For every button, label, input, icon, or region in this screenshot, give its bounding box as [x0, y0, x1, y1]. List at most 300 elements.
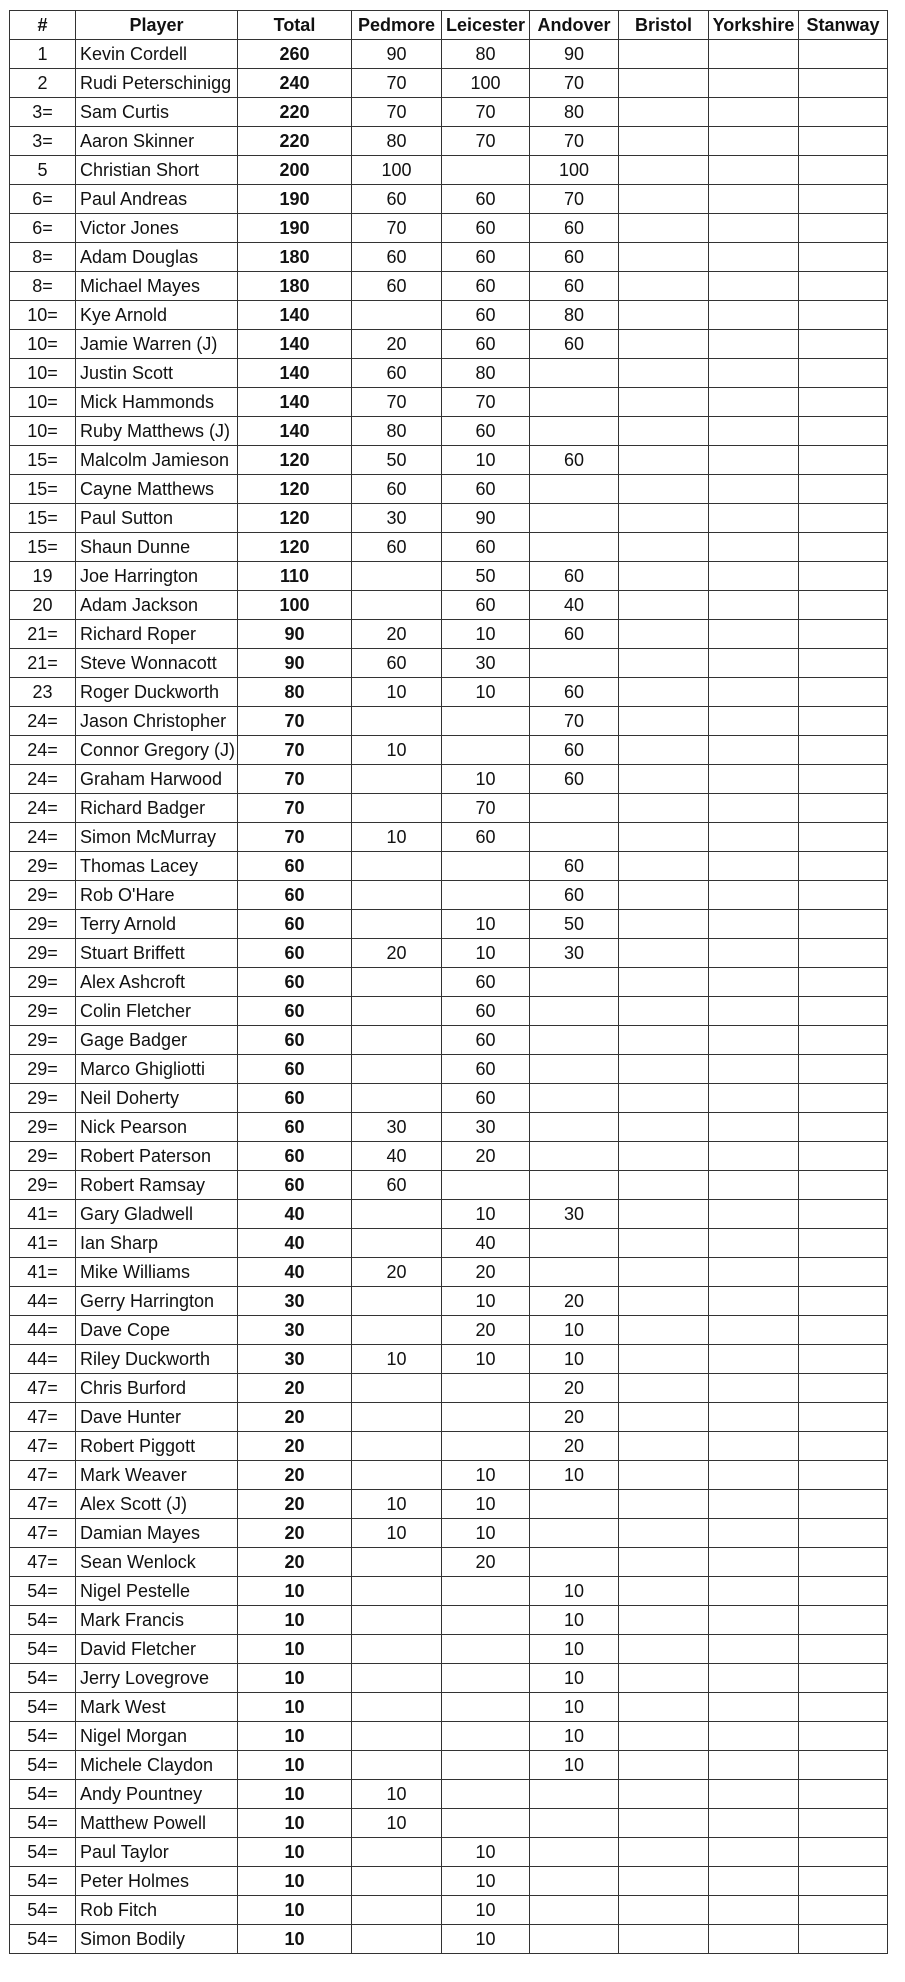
table-row: [10, 98, 888, 127]
player-name-cell: Damian Mayes: [76, 1519, 238, 1548]
stanway-cell: [799, 910, 888, 939]
table-row: [10, 1142, 888, 1171]
total-cell: 180: [238, 272, 352, 301]
total-cell: 20: [238, 1374, 352, 1403]
table-row: [10, 707, 888, 736]
rank-cell: 21=: [10, 620, 76, 649]
bristol-cell: [619, 185, 709, 214]
total-cell: 60: [238, 852, 352, 881]
rank-cell: 54=: [10, 1635, 76, 1664]
table-row: [10, 1867, 888, 1896]
total-cell: 140: [238, 330, 352, 359]
table-row: [10, 1055, 888, 1084]
table-row: [10, 1693, 888, 1722]
andover-cell: 90: [530, 40, 619, 69]
stanway-cell: [799, 852, 888, 881]
andover-cell: [530, 1838, 619, 1867]
yorkshire-cell: [709, 185, 799, 214]
pedmore-cell: [352, 968, 442, 997]
pedmore-cell: [352, 1055, 442, 1084]
bristol-cell: [619, 272, 709, 301]
pedmore-cell: 100: [352, 156, 442, 185]
pedmore-cell: 60: [352, 1171, 442, 1200]
bristol-cell: [619, 1751, 709, 1780]
bristol-cell: [619, 69, 709, 98]
player-name-cell: Gage Badger: [76, 1026, 238, 1055]
andover-cell: 20: [530, 1403, 619, 1432]
pedmore-cell: 90: [352, 40, 442, 69]
total-cell: 140: [238, 301, 352, 330]
rank-cell: 29=: [10, 939, 76, 968]
leicester-cell: 60: [442, 214, 530, 243]
leicester-cell: 10: [442, 1519, 530, 1548]
andover-cell: [530, 1780, 619, 1809]
rank-cell: 29=: [10, 1171, 76, 1200]
rank-cell: 44=: [10, 1287, 76, 1316]
total-cell: 60: [238, 939, 352, 968]
andover-cell: [530, 968, 619, 997]
yorkshire-cell: [709, 1925, 799, 1954]
leicester-cell: 20: [442, 1316, 530, 1345]
yorkshire-cell: [709, 794, 799, 823]
player-name-cell: Alex Ashcroft: [76, 968, 238, 997]
rank-cell: 6=: [10, 214, 76, 243]
stanway-cell: [799, 1171, 888, 1200]
yorkshire-cell: [709, 765, 799, 794]
leicester-cell: 10: [442, 1867, 530, 1896]
rank-cell: 47=: [10, 1519, 76, 1548]
yorkshire-cell: [709, 1780, 799, 1809]
bristol-cell: [619, 1403, 709, 1432]
table-row: [10, 1751, 888, 1780]
stanway-cell: [799, 1432, 888, 1461]
total-cell: 90: [238, 620, 352, 649]
yorkshire-cell: [709, 417, 799, 446]
stanway-cell: [799, 1896, 888, 1925]
bristol-cell: [619, 243, 709, 272]
andover-cell: 10: [530, 1635, 619, 1664]
player-name-cell: Michael Mayes: [76, 272, 238, 301]
rank-cell: 29=: [10, 881, 76, 910]
player-name-cell: Richard Badger: [76, 794, 238, 823]
stanway-cell: [799, 69, 888, 98]
pedmore-cell: [352, 1374, 442, 1403]
bristol-cell: [619, 1345, 709, 1374]
bristol-cell: [619, 1229, 709, 1258]
yorkshire-cell: [709, 504, 799, 533]
andover-cell: 10: [530, 1722, 619, 1751]
table-row: [10, 475, 888, 504]
stanway-cell: [799, 1722, 888, 1751]
stanway-cell: [799, 968, 888, 997]
pedmore-cell: 10: [352, 736, 442, 765]
leicester-cell: [442, 1664, 530, 1693]
andover-cell: 10: [530, 1461, 619, 1490]
leicester-cell: [442, 156, 530, 185]
player-name-cell: Robert Ramsay: [76, 1171, 238, 1200]
pedmore-cell: [352, 1316, 442, 1345]
leicester-cell: 10: [442, 1200, 530, 1229]
andover-cell: [530, 417, 619, 446]
rank-cell: 3=: [10, 127, 76, 156]
stanway-cell: [799, 1867, 888, 1896]
player-name-cell: Sean Wenlock: [76, 1548, 238, 1577]
total-cell: 60: [238, 1026, 352, 1055]
andover-cell: [530, 1026, 619, 1055]
rank-cell: 29=: [10, 910, 76, 939]
andover-cell: [530, 475, 619, 504]
rank-cell: 41=: [10, 1229, 76, 1258]
rank-cell: 8=: [10, 243, 76, 272]
player-name-cell: Mark West: [76, 1693, 238, 1722]
yorkshire-cell: [709, 1548, 799, 1577]
yorkshire-cell: [709, 1461, 799, 1490]
pedmore-cell: 60: [352, 533, 442, 562]
andover-cell: [530, 1896, 619, 1925]
table-row: [10, 1809, 888, 1838]
table-row: [10, 1229, 888, 1258]
andover-cell: [530, 794, 619, 823]
table-row: [10, 1113, 888, 1142]
leicester-cell: 60: [442, 301, 530, 330]
pedmore-cell: [352, 1896, 442, 1925]
player-name-cell: Victor Jones: [76, 214, 238, 243]
yorkshire-cell: [709, 736, 799, 765]
bristol-cell: [619, 620, 709, 649]
leicester-cell: 60: [442, 1055, 530, 1084]
table-row: [10, 1403, 888, 1432]
stanway-cell: [799, 475, 888, 504]
total-cell: 100: [238, 591, 352, 620]
pedmore-cell: [352, 1084, 442, 1113]
table-row: [10, 1664, 888, 1693]
bristol-cell: [619, 649, 709, 678]
bristol-cell: [619, 1461, 709, 1490]
yorkshire-cell: [709, 1606, 799, 1635]
leicester-cell: 90: [442, 504, 530, 533]
leicester-cell: 20: [442, 1142, 530, 1171]
pedmore-cell: 60: [352, 359, 442, 388]
table-row: [10, 1548, 888, 1577]
table-row: [10, 765, 888, 794]
player-name-cell: Robert Piggott: [76, 1432, 238, 1461]
column-header-leicester: Leicester: [442, 11, 530, 40]
andover-cell: 30: [530, 1200, 619, 1229]
total-cell: 10: [238, 1664, 352, 1693]
table-row: [10, 40, 888, 69]
player-name-cell: Simon McMurray: [76, 823, 238, 852]
player-name-cell: Paul Sutton: [76, 504, 238, 533]
table-row: [10, 736, 888, 765]
yorkshire-cell: [709, 1838, 799, 1867]
player-name-cell: Robert Paterson: [76, 1142, 238, 1171]
total-cell: 180: [238, 243, 352, 272]
table-row: [10, 127, 888, 156]
stanway-cell: [799, 127, 888, 156]
rank-cell: 29=: [10, 1142, 76, 1171]
andover-cell: [530, 1258, 619, 1287]
player-name-cell: Matthew Powell: [76, 1809, 238, 1838]
bristol-cell: [619, 881, 709, 910]
pedmore-cell: 70: [352, 98, 442, 127]
leicester-cell: [442, 1577, 530, 1606]
pedmore-cell: [352, 1577, 442, 1606]
leicester-cell: 80: [442, 40, 530, 69]
rank-cell: 54=: [10, 1606, 76, 1635]
leicester-cell: [442, 1693, 530, 1722]
rank-cell: 23: [10, 678, 76, 707]
yorkshire-cell: [709, 1258, 799, 1287]
pedmore-cell: [352, 1229, 442, 1258]
yorkshire-cell: [709, 533, 799, 562]
stanway-cell: [799, 1577, 888, 1606]
leicester-cell: 10: [442, 939, 530, 968]
player-name-cell: Rob O'Hare: [76, 881, 238, 910]
rank-cell: 29=: [10, 1055, 76, 1084]
rank-cell: 29=: [10, 1084, 76, 1113]
total-cell: 20: [238, 1432, 352, 1461]
leicester-cell: 50: [442, 562, 530, 591]
total-cell: 60: [238, 1055, 352, 1084]
table-row: [10, 359, 888, 388]
pedmore-cell: [352, 591, 442, 620]
rank-cell: 44=: [10, 1345, 76, 1374]
leicester-cell: 60: [442, 272, 530, 301]
table-row: [10, 388, 888, 417]
bristol-cell: [619, 1896, 709, 1925]
yorkshire-cell: [709, 1374, 799, 1403]
pedmore-cell: 60: [352, 649, 442, 678]
player-name-cell: Peter Holmes: [76, 1867, 238, 1896]
stanway-cell: [799, 1345, 888, 1374]
total-cell: 60: [238, 968, 352, 997]
stanway-cell: [799, 591, 888, 620]
rank-cell: 1: [10, 40, 76, 69]
pedmore-cell: 10: [352, 1490, 442, 1519]
andover-cell: 70: [530, 707, 619, 736]
pedmore-cell: 20: [352, 939, 442, 968]
andover-cell: 70: [530, 127, 619, 156]
andover-cell: 60: [530, 446, 619, 475]
total-cell: 90: [238, 649, 352, 678]
player-name-cell: Terry Arnold: [76, 910, 238, 939]
stanway-cell: [799, 1838, 888, 1867]
yorkshire-cell: [709, 1403, 799, 1432]
leicester-cell: [442, 1635, 530, 1664]
yorkshire-cell: [709, 1722, 799, 1751]
table-row: [10, 301, 888, 330]
andover-cell: 10: [530, 1751, 619, 1780]
leicester-cell: 70: [442, 388, 530, 417]
leicester-cell: 60: [442, 185, 530, 214]
yorkshire-cell: [709, 1867, 799, 1896]
total-cell: 10: [238, 1867, 352, 1896]
bristol-cell: [619, 1374, 709, 1403]
leicester-cell: 60: [442, 243, 530, 272]
andover-cell: [530, 1142, 619, 1171]
table-row: [10, 1287, 888, 1316]
player-name-cell: Roger Duckworth: [76, 678, 238, 707]
andover-cell: 40: [530, 591, 619, 620]
bristol-cell: [619, 156, 709, 185]
player-name-cell: Michele Claydon: [76, 1751, 238, 1780]
stanway-cell: [799, 1664, 888, 1693]
player-name-cell: Stuart Briffett: [76, 939, 238, 968]
total-cell: 190: [238, 214, 352, 243]
total-cell: 60: [238, 997, 352, 1026]
player-name-cell: Simon Bodily: [76, 1925, 238, 1954]
andover-cell: 70: [530, 69, 619, 98]
bristol-cell: [619, 1867, 709, 1896]
leicester-cell: 10: [442, 1345, 530, 1374]
pedmore-cell: [352, 997, 442, 1026]
total-cell: 30: [238, 1345, 352, 1374]
table-row: [10, 1780, 888, 1809]
yorkshire-cell: [709, 69, 799, 98]
stanway-cell: [799, 939, 888, 968]
player-name-cell: Malcolm Jamieson: [76, 446, 238, 475]
stanway-cell: [799, 1229, 888, 1258]
yorkshire-cell: [709, 678, 799, 707]
stanway-cell: [799, 243, 888, 272]
andover-cell: [530, 533, 619, 562]
total-cell: 70: [238, 794, 352, 823]
rank-cell: 54=: [10, 1809, 76, 1838]
total-cell: 120: [238, 533, 352, 562]
player-name-cell: Marco Ghigliotti: [76, 1055, 238, 1084]
yorkshire-cell: [709, 1751, 799, 1780]
leicester-cell: 70: [442, 127, 530, 156]
player-name-cell: Andy Pountney: [76, 1780, 238, 1809]
andover-cell: [530, 1055, 619, 1084]
leicester-cell: 60: [442, 968, 530, 997]
table-row: [10, 1258, 888, 1287]
andover-cell: 70: [530, 185, 619, 214]
table-row: [10, 1171, 888, 1200]
pedmore-cell: 10: [352, 1345, 442, 1374]
pedmore-cell: 80: [352, 417, 442, 446]
rank-cell: 29=: [10, 997, 76, 1026]
leicester-cell: 10: [442, 1490, 530, 1519]
yorkshire-cell: [709, 649, 799, 678]
column-header-rank: #: [10, 11, 76, 40]
total-cell: 260: [238, 40, 352, 69]
pedmore-cell: [352, 562, 442, 591]
rank-cell: 54=: [10, 1751, 76, 1780]
andover-cell: [530, 1867, 619, 1896]
bristol-cell: [619, 997, 709, 1026]
player-name-cell: Mick Hammonds: [76, 388, 238, 417]
bristol-cell: [619, 1113, 709, 1142]
leicester-cell: 30: [442, 649, 530, 678]
stanway-cell: [799, 156, 888, 185]
pedmore-cell: 10: [352, 1519, 442, 1548]
stanway-cell: [799, 1374, 888, 1403]
bristol-cell: [619, 939, 709, 968]
yorkshire-cell: [709, 156, 799, 185]
table-row: [10, 156, 888, 185]
player-name-cell: Neil Doherty: [76, 1084, 238, 1113]
pedmore-cell: [352, 1461, 442, 1490]
yorkshire-cell: [709, 939, 799, 968]
bristol-cell: [619, 359, 709, 388]
leicester-cell: 70: [442, 98, 530, 127]
total-cell: 10: [238, 1925, 352, 1954]
leaderboard-table: [9, 10, 888, 1954]
leicester-cell: [442, 1780, 530, 1809]
player-name-cell: Ian Sharp: [76, 1229, 238, 1258]
player-name-cell: Nigel Morgan: [76, 1722, 238, 1751]
total-cell: 60: [238, 910, 352, 939]
stanway-cell: [799, 1142, 888, 1171]
yorkshire-cell: [709, 330, 799, 359]
yorkshire-cell: [709, 1693, 799, 1722]
total-cell: 20: [238, 1519, 352, 1548]
rank-cell: 47=: [10, 1432, 76, 1461]
andover-cell: 60: [530, 330, 619, 359]
player-name-cell: Mark Francis: [76, 1606, 238, 1635]
table-header: [10, 11, 888, 40]
player-name-cell: Gerry Harrington: [76, 1287, 238, 1316]
stanway-cell: [799, 649, 888, 678]
leicester-cell: [442, 1432, 530, 1461]
leicester-cell: 10: [442, 446, 530, 475]
column-header-yorkshire: Yorkshire: [709, 11, 799, 40]
bristol-cell: [619, 127, 709, 156]
table-row: [10, 185, 888, 214]
player-name-cell: Justin Scott: [76, 359, 238, 388]
yorkshire-cell: [709, 881, 799, 910]
pedmore-cell: 10: [352, 678, 442, 707]
pedmore-cell: [352, 1751, 442, 1780]
andover-cell: 80: [530, 98, 619, 127]
pedmore-cell: 60: [352, 272, 442, 301]
andover-cell: [530, 1229, 619, 1258]
column-header-pedmore: Pedmore: [352, 11, 442, 40]
player-name-cell: Mike Williams: [76, 1258, 238, 1287]
bristol-cell: [619, 446, 709, 475]
leicester-cell: 60: [442, 591, 530, 620]
leaderboard-wrapper: [9, 10, 888, 1954]
yorkshire-cell: [709, 620, 799, 649]
stanway-cell: [799, 40, 888, 69]
yorkshire-cell: [709, 1664, 799, 1693]
table-row: [10, 1432, 888, 1461]
rank-cell: 47=: [10, 1548, 76, 1577]
column-header-total: Total: [238, 11, 352, 40]
stanway-cell: [799, 1925, 888, 1954]
total-cell: 220: [238, 127, 352, 156]
pedmore-cell: 30: [352, 1113, 442, 1142]
table-row: [10, 881, 888, 910]
yorkshire-cell: [709, 127, 799, 156]
rank-cell: 15=: [10, 504, 76, 533]
leicester-cell: 30: [442, 1113, 530, 1142]
table-row: [10, 939, 888, 968]
pedmore-cell: [352, 1026, 442, 1055]
bristol-cell: [619, 707, 709, 736]
yorkshire-cell: [709, 591, 799, 620]
andover-cell: 60: [530, 852, 619, 881]
player-name-cell: Cayne Matthews: [76, 475, 238, 504]
pedmore-cell: [352, 765, 442, 794]
leicester-cell: 10: [442, 765, 530, 794]
table-row: [10, 1026, 888, 1055]
total-cell: 40: [238, 1258, 352, 1287]
rank-cell: 24=: [10, 794, 76, 823]
bristol-cell: [619, 1287, 709, 1316]
leicester-cell: [442, 1751, 530, 1780]
